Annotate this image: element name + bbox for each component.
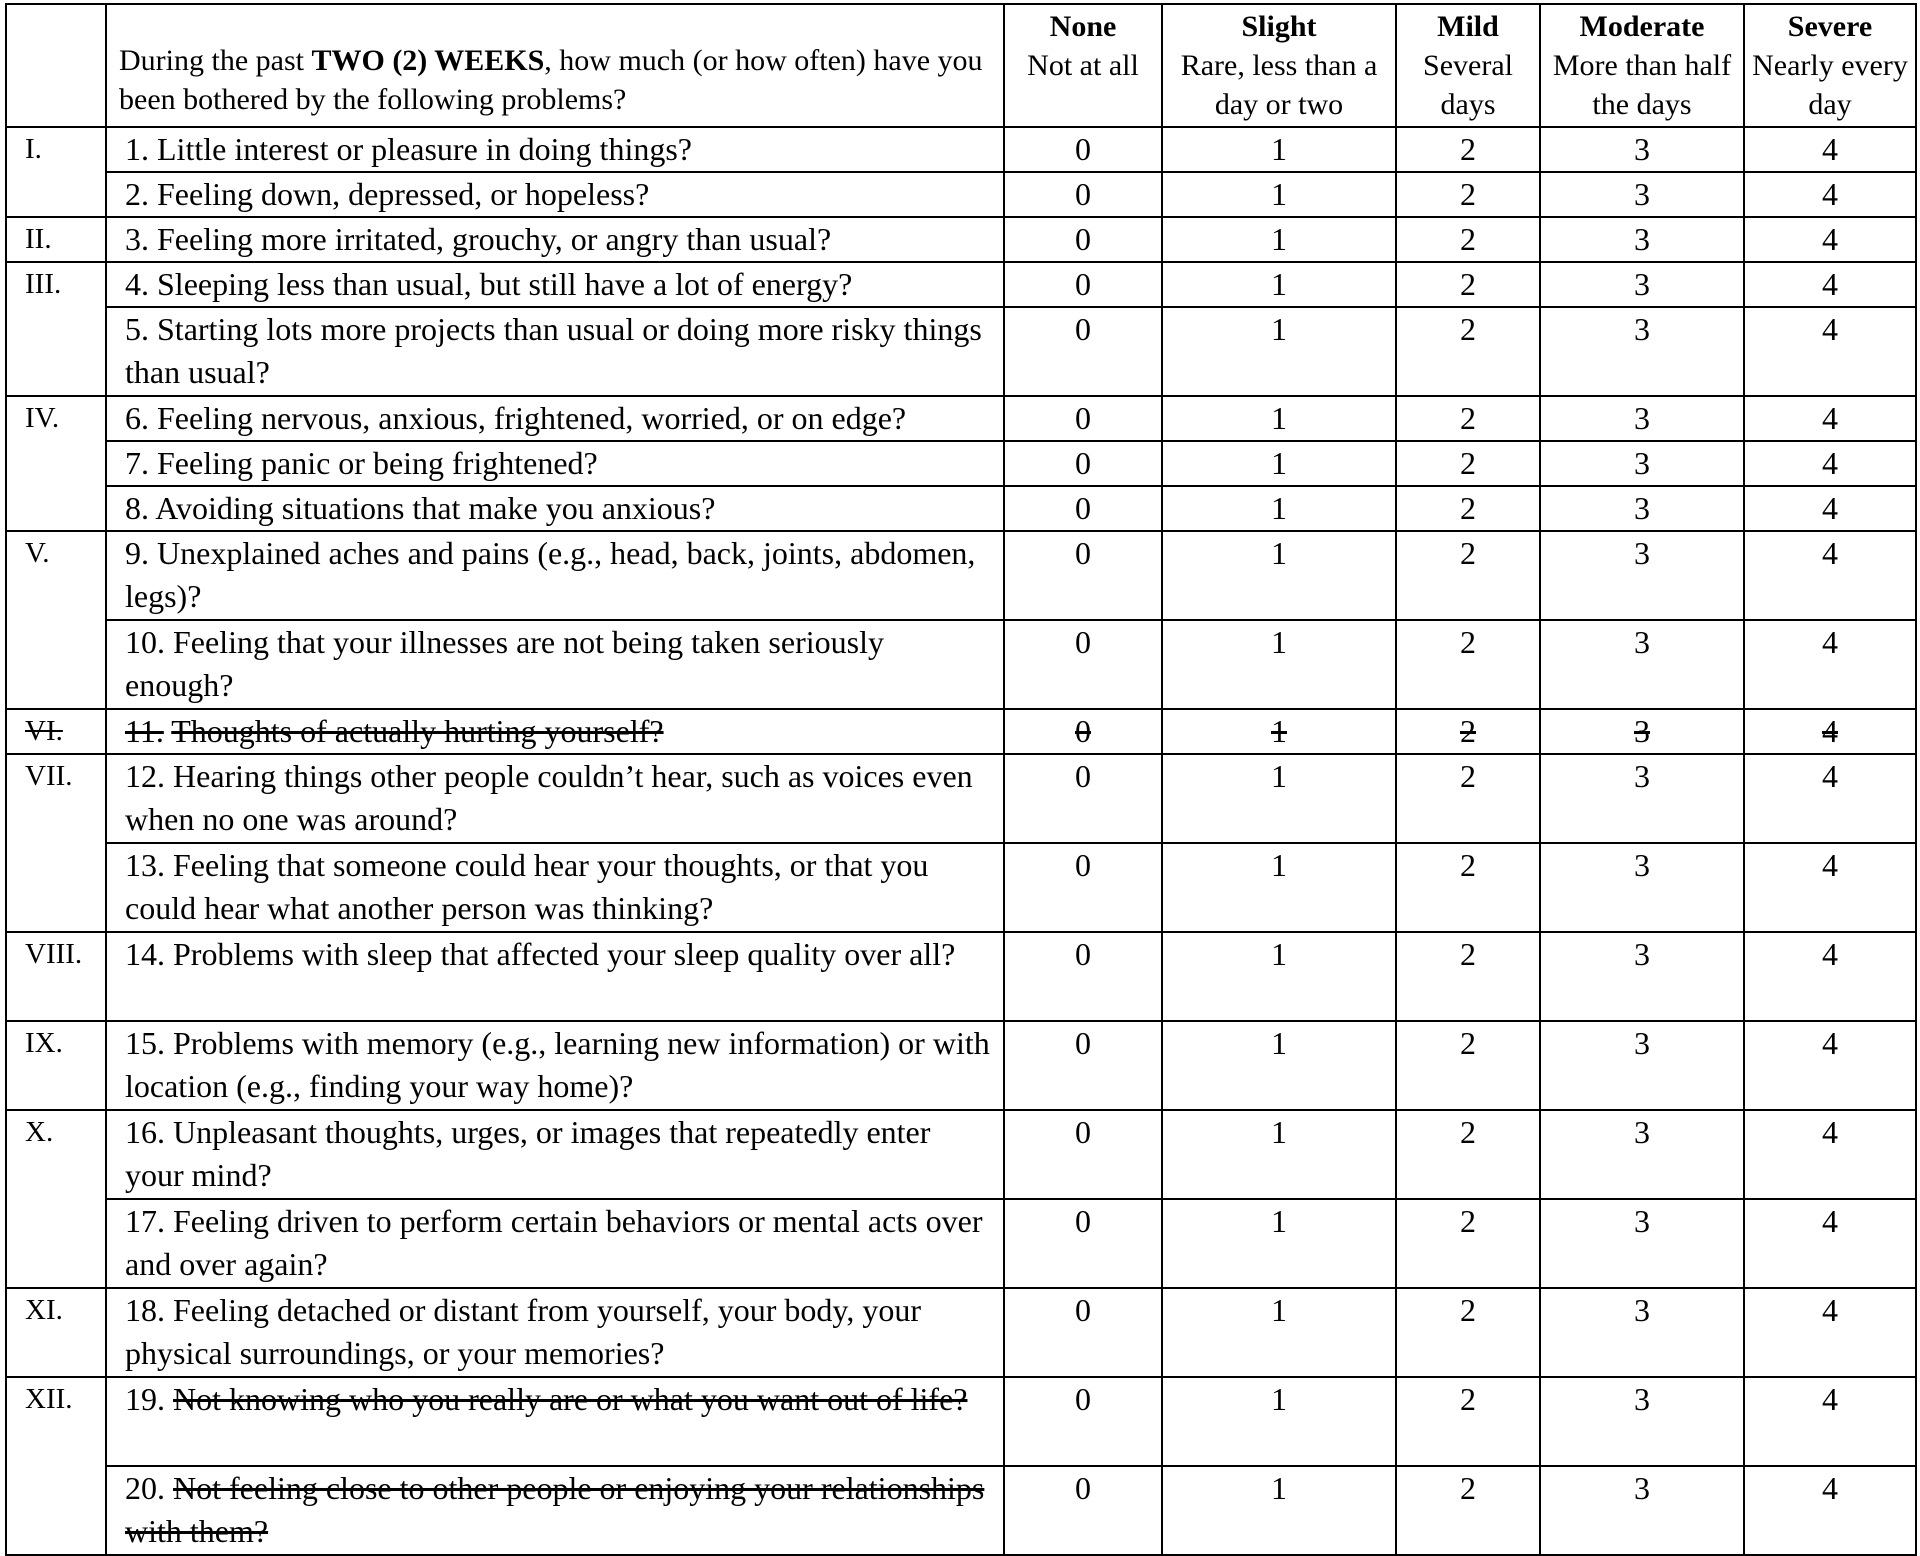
rating-option[interactable]: 2: [1396, 262, 1540, 307]
question-number: 14.: [125, 936, 165, 972]
rating-option[interactable]: 2: [1396, 1021, 1540, 1110]
rating-option[interactable]: 3: [1540, 307, 1744, 396]
rating-option[interactable]: 3: [1540, 531, 1744, 620]
rating-option[interactable]: 2: [1396, 127, 1540, 172]
rating-option[interactable]: 3: [1540, 396, 1744, 441]
domain-label: X.: [6, 1110, 106, 1199]
rating-option[interactable]: 0: [1004, 531, 1162, 620]
question-text: Problems with memory (e.g., learning new information) or with location (e.g., finding your way home)?: [125, 1025, 990, 1104]
rating-option[interactable]: 4: [1744, 1199, 1916, 1288]
rating-option[interactable]: 1: [1162, 172, 1396, 217]
rating-option[interactable]: 0: [1004, 396, 1162, 441]
table-row: [6, 1021, 1916, 1110]
question-text: Unpleasant thoughts, urges, or images that repeatedly enter your mind?: [125, 1114, 931, 1193]
rating-option[interactable]: 0: [1004, 441, 1162, 486]
question-number: 9.: [125, 535, 149, 571]
domain-label: IV.: [6, 396, 106, 441]
question-number: 13.: [125, 847, 165, 883]
domain-header: [6, 4, 106, 127]
rating-option[interactable]: 2: [1396, 1199, 1540, 1288]
rating-option[interactable]: 4: [1744, 843, 1916, 932]
rating-option[interactable]: 2: [1396, 620, 1540, 709]
question-text: Not feeling close to other people or enjoying your relationships with them?: [125, 1470, 985, 1549]
rating-option[interactable]: 1: [1162, 486, 1396, 531]
scale-desc: More than half the days: [1552, 49, 1732, 121]
question-number: 3.: [125, 221, 149, 257]
rating-option[interactable]: 4: [1744, 754, 1916, 843]
scale-severe-header: [1744, 4, 1916, 127]
question-text: Feeling driven to perform certain behaviors or mental acts over and over again?: [125, 1203, 983, 1282]
scale-none-header: [1004, 4, 1162, 127]
domain-label: [6, 1466, 106, 1555]
domain-label: [6, 843, 106, 932]
rating-option[interactable]: 0: [1004, 843, 1162, 932]
rating-option[interactable]: 2: [1396, 172, 1540, 217]
question-text: Feeling that your illnesses are not being taken seriously enough?: [125, 624, 884, 703]
rating-option[interactable]: 4: [1744, 172, 1916, 217]
rating-option[interactable]: 3: [1540, 1199, 1744, 1288]
domain-label: XI.: [6, 1288, 106, 1377]
rating-option[interactable]: 4: [1744, 709, 1916, 754]
question-text: Feeling panic or being frightened?: [157, 445, 598, 481]
header-row: [6, 4, 1916, 127]
question-text: Feeling more irritated, grouchy, or angry than usual?: [157, 221, 832, 257]
question-number: 8.: [125, 490, 149, 526]
question-prefix: During the past: [119, 44, 312, 77]
scale-title: Severe: [1787, 10, 1873, 43]
rating-option[interactable]: 1: [1162, 1288, 1396, 1377]
rating-option[interactable]: 0: [1004, 262, 1162, 307]
table-row: [6, 620, 1916, 709]
rating-option[interactable]: 1: [1162, 127, 1396, 172]
rating-option[interactable]: 2: [1396, 217, 1540, 262]
rating-option[interactable]: 3: [1540, 1110, 1744, 1199]
rating-option[interactable]: 4: [1744, 1110, 1916, 1199]
rating-option[interactable]: 0: [1004, 709, 1162, 754]
question-number: 4.: [125, 266, 149, 302]
rating-option[interactable]: 0: [1004, 486, 1162, 531]
table-row: [6, 1288, 1916, 1377]
rating-option[interactable]: 4: [1744, 1288, 1916, 1377]
domain-label: I.: [6, 127, 106, 172]
domain-label: [6, 486, 106, 531]
rating-option[interactable]: 4: [1744, 531, 1916, 620]
question-cell: [106, 1110, 1004, 1199]
question-cell: [106, 531, 1004, 620]
question-cell: [106, 127, 1004, 172]
rating-option[interactable]: 4: [1744, 932, 1916, 1021]
question-suffix: , how much (or how often) have you been bothered by the following problems?: [119, 44, 983, 116]
question-text: Starting lots more projects than usual or doing more risky things than usual?: [125, 311, 982, 390]
table-row: [6, 1377, 1916, 1466]
table-row: [6, 531, 1916, 620]
rating-option[interactable]: 0: [1004, 1021, 1162, 1110]
question-text: Problems with sleep that affected your sleep quality over all?: [173, 936, 956, 972]
rating-option[interactable]: 1: [1162, 307, 1396, 396]
rating-option[interactable]: 3: [1540, 1377, 1744, 1466]
rating-option[interactable]: 0: [1004, 1288, 1162, 1377]
rating-option[interactable]: 0: [1004, 932, 1162, 1021]
rating-option[interactable]: 4: [1744, 1021, 1916, 1110]
question-number: 15.: [125, 1025, 165, 1061]
rating-option[interactable]: 1: [1162, 1377, 1396, 1466]
domain-label: [6, 172, 106, 217]
scale-desc: Nearly every day: [1752, 49, 1908, 121]
symptom-table: [5, 3, 1917, 1556]
rating-option[interactable]: 2: [1396, 396, 1540, 441]
question-text: Hearing things other people couldn’t hear, such as voices even when no one was around?: [125, 758, 973, 837]
rating-option[interactable]: 2: [1396, 441, 1540, 486]
rating-option[interactable]: 0: [1004, 754, 1162, 843]
question-cell: [106, 1021, 1004, 1110]
question-cell: [106, 307, 1004, 396]
domain-label: VI.: [6, 709, 106, 754]
rating-option[interactable]: 3: [1540, 709, 1744, 754]
rating-option[interactable]: 1: [1162, 396, 1396, 441]
scale-desc: Not at all: [1027, 49, 1139, 82]
rating-option[interactable]: 2: [1396, 754, 1540, 843]
question-cell: [106, 843, 1004, 932]
question-cell: [106, 1199, 1004, 1288]
question-text: Not knowing who you really are or what you want out of life?: [173, 1381, 968, 1417]
rating-option[interactable]: 1: [1162, 932, 1396, 1021]
rating-option[interactable]: 3: [1540, 754, 1744, 843]
rating-option[interactable]: 3: [1540, 172, 1744, 217]
rating-option[interactable]: 1: [1162, 217, 1396, 262]
question-number: 5.: [125, 311, 149, 347]
questionnaire: [5, 3, 1915, 1549]
table-row: [6, 172, 1916, 217]
rating-option[interactable]: 2: [1396, 1110, 1540, 1199]
question-number: 16.: [125, 1114, 165, 1150]
table-row: [6, 754, 1916, 843]
rating-option[interactable]: 1: [1162, 620, 1396, 709]
table-row: [6, 709, 1916, 754]
question-text: Avoiding situations that make you anxious?: [155, 490, 716, 526]
question-text: Thoughts of actually hurting yourself?: [171, 713, 664, 749]
table-row: [6, 307, 1916, 396]
question-cell: [106, 172, 1004, 217]
rating-option[interactable]: 0: [1004, 307, 1162, 396]
rating-option[interactable]: 4: [1744, 127, 1916, 172]
question-cell: [106, 262, 1004, 307]
question-text: Little interest or pleasure in doing things?: [157, 131, 692, 167]
rating-option[interactable]: 1: [1162, 1110, 1396, 1199]
question-number: 7.: [125, 445, 149, 481]
question-bold: TWO (2) WEEKS: [311, 44, 545, 77]
question-cell: [106, 486, 1004, 531]
question-text: Feeling nervous, anxious, frightened, worried, or on edge?: [157, 400, 907, 436]
table-row: [6, 843, 1916, 932]
rating-option[interactable]: 3: [1540, 127, 1744, 172]
question-number: 11.: [125, 713, 164, 749]
domain-label: [6, 441, 106, 486]
scale-title: Moderate: [1579, 10, 1705, 43]
rating-option[interactable]: 4: [1744, 441, 1916, 486]
question-cell: [106, 932, 1004, 1021]
table-row: [6, 1199, 1916, 1288]
question-text: Sleeping less than usual, but still have a lot of energy?: [157, 266, 853, 302]
rating-option[interactable]: 3: [1540, 441, 1744, 486]
question-text: Unexplained aches and pains (e.g., head, back, joints, abdomen, legs)?: [125, 535, 976, 614]
table-row: [6, 486, 1916, 531]
rating-option[interactable]: 1: [1162, 709, 1396, 754]
rating-option[interactable]: 2: [1396, 932, 1540, 1021]
rating-option[interactable]: 3: [1540, 932, 1744, 1021]
domain-label: IX.: [6, 1021, 106, 1110]
scale-mild-header: [1396, 4, 1540, 127]
table-row: [6, 217, 1916, 262]
rating-option[interactable]: 3: [1540, 1466, 1744, 1555]
rating-option[interactable]: 1: [1162, 754, 1396, 843]
question-cell: [106, 1466, 1004, 1555]
rating-option[interactable]: 1: [1162, 441, 1396, 486]
rating-option[interactable]: 3: [1540, 843, 1744, 932]
rating-option[interactable]: 4: [1744, 1377, 1916, 1466]
rating-option[interactable]: 0: [1004, 217, 1162, 262]
scale-desc: Rare, less than a day or two: [1180, 49, 1378, 121]
table-row: [6, 932, 1916, 1021]
rating-option[interactable]: 4: [1744, 262, 1916, 307]
question-cell: [106, 441, 1004, 486]
question-cell: [106, 396, 1004, 441]
rating-option[interactable]: 4: [1744, 307, 1916, 396]
rating-option[interactable]: 1: [1162, 843, 1396, 932]
table-row: [6, 262, 1916, 307]
question-cell: [106, 709, 1004, 754]
question-cell: [106, 620, 1004, 709]
domain-label: [6, 307, 106, 396]
rating-option[interactable]: 3: [1540, 262, 1744, 307]
question-text: Feeling detached or distant from yourself, your body, your physical surroundings, or your memories?: [125, 1292, 921, 1371]
rating-option[interactable]: 1: [1162, 262, 1396, 307]
question-text: Feeling down, depressed, or hopeless?: [157, 176, 650, 212]
question-cell: [106, 1377, 1004, 1466]
question-rows: [6, 127, 1916, 1555]
table-row: [6, 127, 1916, 172]
question-number: 6.: [125, 400, 149, 436]
rating-option[interactable]: 4: [1744, 1466, 1916, 1555]
domain-label: [6, 620, 106, 709]
table-row: [6, 441, 1916, 486]
rating-option[interactable]: 1: [1162, 1021, 1396, 1110]
scale-title: None: [1049, 10, 1117, 43]
question-number: 17.: [125, 1203, 165, 1239]
rating-option[interactable]: 3: [1540, 620, 1744, 709]
question-cell: [106, 754, 1004, 843]
rating-option[interactable]: 2: [1396, 1377, 1540, 1466]
domain-label: II.: [6, 217, 106, 262]
scale-desc: Several days: [1423, 49, 1513, 121]
rating-option[interactable]: 2: [1396, 531, 1540, 620]
table-row: [6, 1466, 1916, 1555]
scale-title: Slight: [1241, 10, 1317, 43]
domain-label: XII.: [6, 1377, 106, 1466]
table-row: [6, 1110, 1916, 1199]
question-cell: [106, 1288, 1004, 1377]
rating-option[interactable]: 3: [1540, 1021, 1744, 1110]
rating-option[interactable]: 1: [1162, 1466, 1396, 1555]
rating-option[interactable]: 1: [1162, 531, 1396, 620]
rating-option[interactable]: 0: [1004, 172, 1162, 217]
scale-slight-header: [1162, 4, 1396, 127]
domain-label: V.: [6, 531, 106, 620]
scale-moderate-header: [1540, 4, 1744, 127]
rating-option[interactable]: 2: [1396, 307, 1540, 396]
question-number: 2.: [125, 176, 149, 212]
question-cell: [106, 217, 1004, 262]
question-number: 19.: [125, 1381, 165, 1417]
rating-option[interactable]: 3: [1540, 1288, 1744, 1377]
rating-option[interactable]: 2: [1396, 486, 1540, 531]
question-number: 12.: [125, 758, 165, 794]
rating-option[interactable]: 2: [1396, 709, 1540, 754]
rating-option[interactable]: 4: [1744, 217, 1916, 262]
question-text: Feeling that someone could hear your thoughts, or that you could hear what another person was thinking?: [125, 847, 929, 926]
rating-option[interactable]: 2: [1396, 1288, 1540, 1377]
rating-option[interactable]: 2: [1396, 843, 1540, 932]
rating-option[interactable]: 1: [1162, 1199, 1396, 1288]
rating-option[interactable]: 0: [1004, 620, 1162, 709]
rating-option[interactable]: 4: [1744, 620, 1916, 709]
rating-option[interactable]: 0: [1004, 1377, 1162, 1466]
question-number: 18.: [125, 1292, 165, 1328]
rating-option[interactable]: 0: [1004, 1466, 1162, 1555]
rating-option[interactable]: 3: [1540, 217, 1744, 262]
domain-label: VII.: [6, 754, 106, 843]
domain-label: [6, 1199, 106, 1288]
question-number: 10.: [125, 624, 165, 660]
rating-option[interactable]: 2: [1396, 1466, 1540, 1555]
rating-option[interactable]: 4: [1744, 486, 1916, 531]
rating-option[interactable]: 3: [1540, 486, 1744, 531]
scale-title: Mild: [1437, 10, 1499, 43]
domain-label: III.: [6, 262, 106, 307]
table-row: [6, 396, 1916, 441]
question-number: 1.: [125, 131, 149, 167]
rating-option[interactable]: 0: [1004, 1199, 1162, 1288]
rating-option[interactable]: 4: [1744, 396, 1916, 441]
question-number: 20.: [125, 1470, 165, 1506]
rating-option[interactable]: 0: [1004, 127, 1162, 172]
domain-label: VIII.: [6, 932, 106, 1021]
rating-option[interactable]: 0: [1004, 1110, 1162, 1199]
question-header: [106, 4, 1004, 127]
